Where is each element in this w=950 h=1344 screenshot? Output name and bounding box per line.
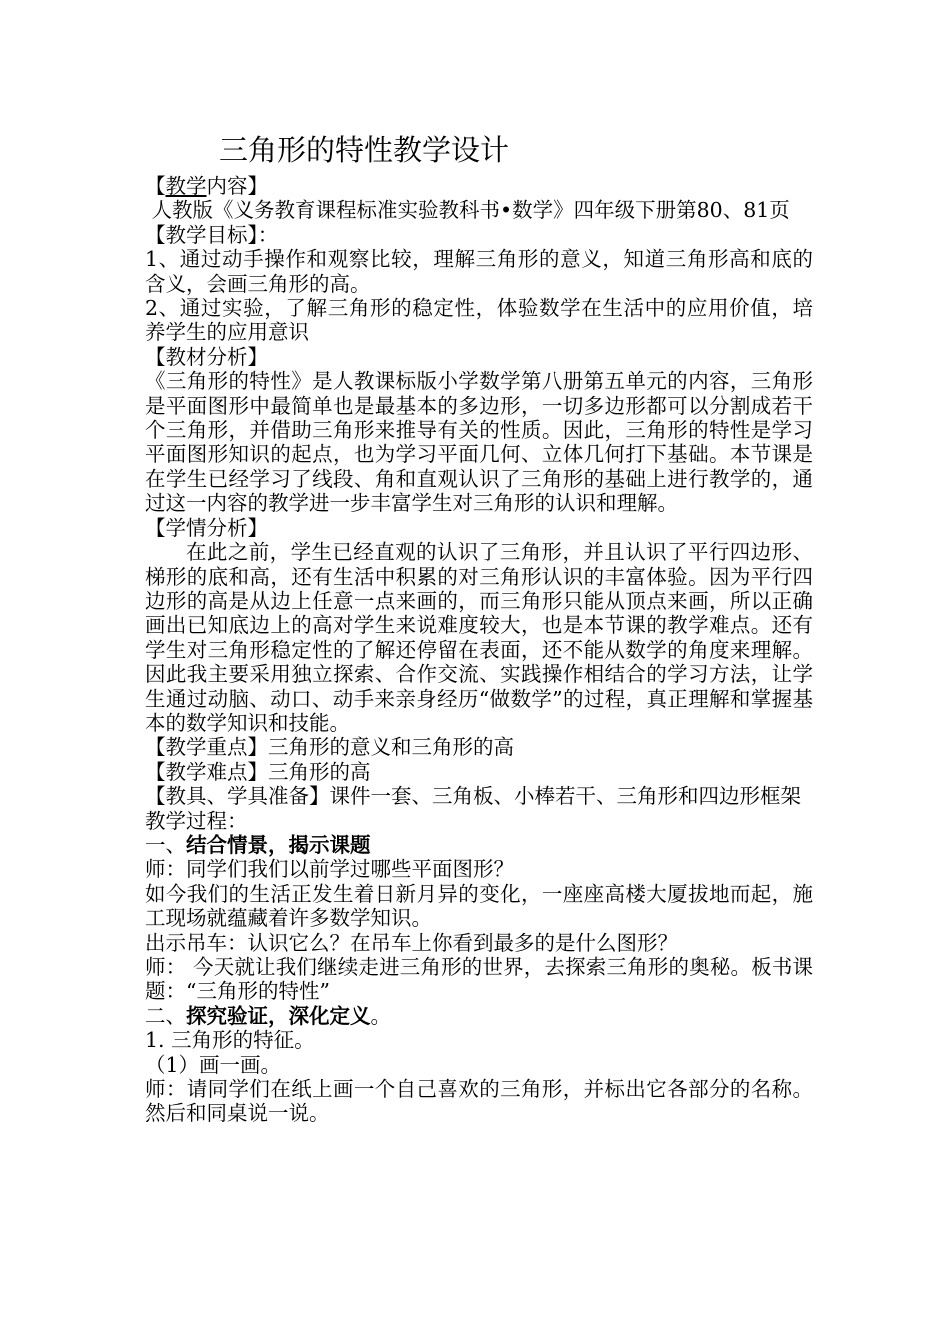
section-1-number: 一、 <box>145 832 186 857</box>
section-2-title: 探究验证，深化定义 <box>186 1003 371 1028</box>
section-2-end: 。 <box>370 1003 391 1028</box>
section-1-heading <box>145 833 813 857</box>
s1-line-3: 出示吊车：认识它么？在吊车上你看到最多的是什么图形？ <box>145 930 678 955</box>
content-heading <box>145 174 813 198</box>
process-label: 教学过程： <box>145 808 248 833</box>
s1-line-2: 如今我们的生活正发生着日新月异的变化，一座座高楼大厦拔地而起，施工现场就蕴藏着许多数学知识。 <box>145 881 813 931</box>
s2-sub-1: 1. 三角形的特征。 <box>145 1028 315 1053</box>
key-point: 【教学重点】三角形的意义和三角形的高 <box>145 735 514 760</box>
difficulty: 【教学难点】三角形的高 <box>145 759 371 784</box>
content-heading-rest: 内容】 <box>206 174 268 198</box>
student-heading: 【学情分析】 <box>145 515 268 540</box>
material-text: 《三角形的特性》是人教课标版小学数学第八册第五单元的内容，三角形是平面图形中最简单也是最基本的多边形，一切多边形都可以分割成若干个三角形，并借助三角形来推导有关的性质。因此，三角形的特性是学习平面图形知识的起点，也为学习平面几何、立体几何打下基础。本节课是在学生已经学习了线段、角和直观认识了三角形的基础上进行教学的，通过这一内容的教学进一步丰富学生对三角形的认识和理解。 <box>145 369 813 516</box>
section-2-number: 二、 <box>145 1003 186 1028</box>
objectives-heading: 【教学目标】： <box>145 222 279 247</box>
document-title: 三角形的特性教学设计 <box>219 133 510 167</box>
student-text: 在此之前，学生已经直观的认识了三角形，并且认识了平行四边形、梯形的底和高，还有生活中积累的对三角形认识的丰富体验。因为平行四边形的高是从边上任意一点来画的，而三角形只能从顶点来画，所以正确画出已知底边上的高对学生来说难度较大，也是本节课的教学难点。还有学生对三角形稳定性的了解还停留在表面，还不能从数学的角度来理解。因此我主要采用独立探索、合作交流、实践操作相结合的学习方法，让学生通过动脑、动口、动手来亲身经历“做数学”的过程，真正理解和掌握基本的数学知识和技能。 <box>145 540 813 735</box>
objective-1: 1、通过动手操作和观察比较，理解三角形的意义，知道三角形高和底的含义，会画三角形的高。 <box>145 247 813 296</box>
content-heading-underlined: 教学 <box>165 174 207 198</box>
s1-line-4: 师： 今天就让我们继续走进三角形的世界，去探索三角形的奥秘。板书课题：“三角形的特性” <box>145 955 813 1004</box>
s1-line-1: 师：同学们我们以前学过哪些平面图形？ <box>145 857 514 882</box>
objective-2: 2、通过实验，了解三角形的稳定性，体验数学在生活中的应用价值，培养学生的应用意识 <box>145 296 813 345</box>
section-1-title: 结合情景，揭示课题 <box>186 832 371 857</box>
content-text: 人教版《义务教育课程标准实验教科书•数学》四年级下册第80、81页 <box>145 198 790 223</box>
tools: 【教具、学具准备】课件一套、三角板、小棒若干、三角形和四边形框架 <box>145 784 801 809</box>
s2-line-1: 师：请同学们在纸上画一个自己喜欢的三角形，并标出它各部分的名称。然后和同桌说一说。 <box>145 1077 813 1126</box>
content-heading-bracket: 【 <box>145 174 166 198</box>
section-2-heading <box>145 1004 813 1028</box>
s2-sub-1-1: （1）画一画。 <box>145 1052 282 1077</box>
material-heading: 【教材分析】 <box>145 344 268 369</box>
document-body <box>145 128 813 1126</box>
